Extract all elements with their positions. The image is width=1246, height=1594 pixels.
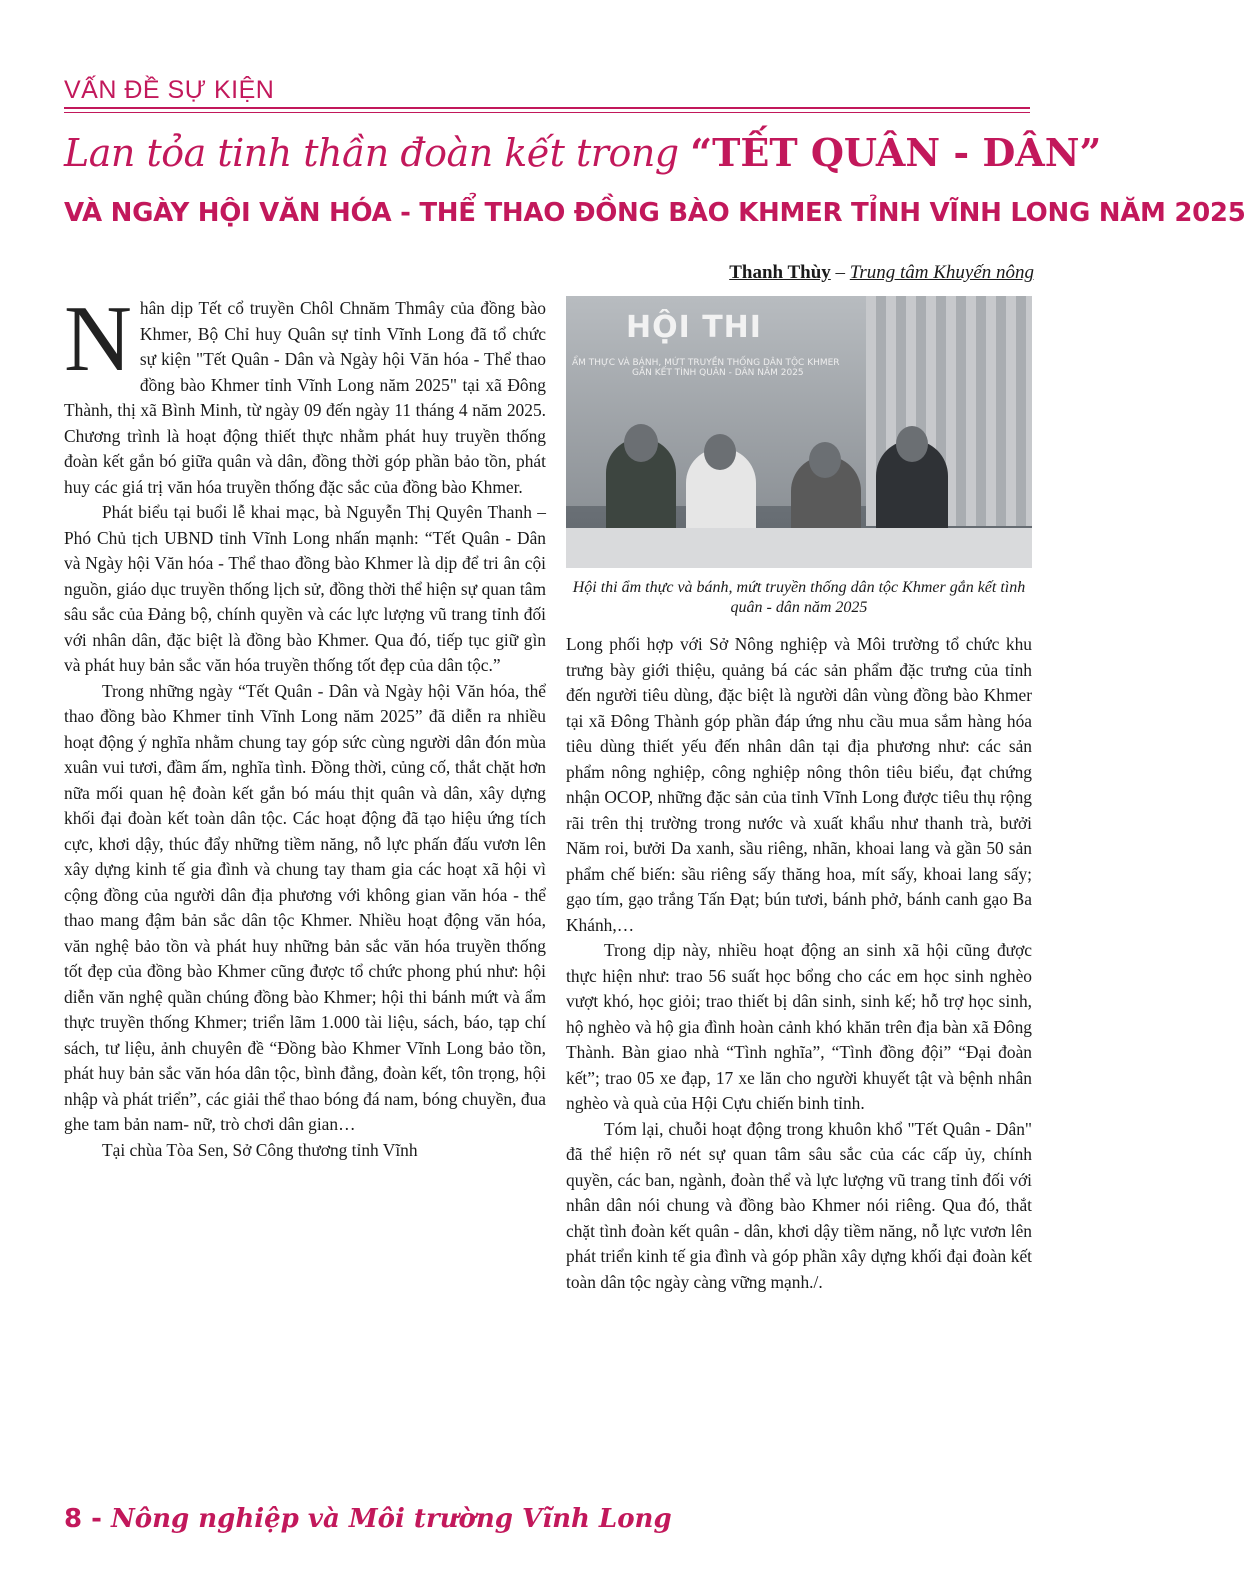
article-title-line2: VÀ NGÀY HỘI VĂN HÓA - THỂ THAO ĐỒNG BÀO KHMER TỈNH VĨNH LONG NĂM 2025	[64, 198, 1246, 228]
author-name: Thanh Thùy	[729, 262, 831, 283]
paragraph: Trong những ngày “Tết Quân - Dân và Ngày hội Văn hóa, thể thao đồng bào Khmer tỉnh Vĩnh Long năm 2025” đã diễn ra nhiều hoạt động ý nghĩa nhằm chung tay góp sức cùng người dân đón mùa xuân vui tươi, đầm ấm, nghĩa tình. Đồng thời, củng cố, thắt chặt hơn nữa mối quan hệ đoàn kết gắn bó máu thịt quân và dân, xây dựng khối đại đoàn kết toàn dân tộc. Các hoạt động đã tạo hiệu ứng tích cực, khơi dậy, thúc đẩy những tiềm năng, nỗ lực phấn đấu vươn lên xây dựng kinh tế gia đình và chung tay tham gia các hoạt xã hội vì cộng đồng của người dân địa phương với không gian văn hóa - thể thao mang đậm bản sắc dân tộc Khmer. Nhiều hoạt động văn hóa, văn nghệ bảo tồn và phát huy những bản sắc văn hóa truyền thống tốt đẹp của đồng bào Khmer cũng được tổ chức phong phú như: hội diễn văn nghệ quần chúng đồng bào Khmer; hội thi bánh mứt và ẩm thực truyền thống Khmer; triển lãm 1.000 tài liệu, sách, báo, tạp chí sách, tư liệu, ảnh chuyên đề “Đồng bào Khmer Vĩnh Long bảo tồn, phát huy bản sắc văn hóa dân tộc, bình đẳng, đoàn kết, tôn trọng, hội nhập và phát triển”, các giải thể thao bóng đá nam, bóng chuyền, đua ghe tam bản nam- nữ, trò chơi dân gian…	[64, 680, 546, 1134]
photo-banner-title: HỘI THI	[626, 310, 762, 345]
photo-table	[566, 528, 1032, 568]
magazine-name: Nông nghiệp và Môi trường Vĩnh Long	[111, 1504, 672, 1534]
drop-cap: N	[64, 287, 132, 391]
header-divider	[64, 107, 1030, 109]
article-column-left	[64, 287, 546, 1456]
photo-person-head	[624, 424, 658, 462]
photo-banner-subtitle	[572, 358, 872, 378]
paragraph: Phát biểu tại buổi lễ khai mạc, bà Nguyễn Thị Quyên Thanh – Phó Chủ tịch UBND tỉnh Vĩnh Long nhấn mạnh: “Tết Quân - Dân và Ngày hội Văn hóa - Thể thao đồng bào Khmer là dịp để tri ân cội nguồn, giáo dục truyền thống lịch sử, đồng thời thể hiện sự quan tâm sâu sắc của Đảng bộ, chính quyền và các lực lượng vũ trang tỉnh đối với nhân dân, đặc biệt là đồng bào Khmer. Qua đó, tiếp tục giữ gìn và phát huy bản sắc văn hóa truyền thống tốt đẹp của dân tộc.”	[64, 502, 546, 675]
title-highlight: “TẾT QUÂN - DÂN”	[690, 130, 1102, 175]
paragraph: Trong dịp này, nhiều hoạt động an sinh xã hội cũng được thực hiện như: trao 56 suất học bổng cho các em học sinh nghèo vượt khó, học giỏi; trao thiết bị dân sinh, sinh kế; hỗ trợ học sinh, hộ nghèo và hộ gia đình hoàn cảnh khó khăn trên địa bàn xã Đông Thành. Bàn giao nhà “Tình nghĩa”, “Tình đồng đội” “Đại đoàn kết”; trao 05 xe đạp, 17 xe lăn cho người khuyết tật và bệnh nhân nghèo và quà của Hội Cựu chiến binh tỉnh.	[566, 940, 1032, 1113]
photo-banner-line2: GẮN KẾT TÌNH QUÂN - DÂN NĂM 2025	[632, 368, 804, 378]
paragraph: Tóm lại, chuỗi hoạt động trong khuôn khổ "Tết Quân - Dân" đã thể hiện rõ nét sự quan tâm sâu sắc của các cấp ủy, chính quyền, các ban, ngành, đoàn thể và lực lượng vũ trang tỉnh đối với nhân dân nói chung và đồng bào Khmer nói riêng. Qua đó, thắt chặt tình đoàn kết quân - dân, khơi dậy tiềm năng, nỗ lực vươn lên phát triển kinh tế gia đình và góp phần xây dựng khối đại đoàn kết toàn dân tộc ngày càng vững mạnh./.	[566, 1118, 1032, 1292]
footer-dash: -	[82, 1504, 111, 1534]
paragraph: Long phối hợp với Sở Nông nghiệp và Môi trường tổ chức khu trưng bày giới thiệu, quảng bá các sản phẩm đặc trưng của tỉnh đến người tiêu dùng, đặc biệt là người dân vùng đồng bào Khmer tại xã Đông Thành góp phần đáp ứng nhu cầu mua sắm hàng hóa tiêu dùng thiết yếu đến nhân dân tại địa phương như: các sản phẩm nông nghiệp, công nghiệp nông thôn tiêu biểu, đạt chứng nhận OCOP, những đặc sản của tỉnh Vĩnh Long được tiêu thụ rộng rãi trên thị trường trong nước và xuất khẩu như thanh trà, bưởi Năm roi, bưởi Da xanh, sầu riêng, nhãn, khoai lang và gần 50 sản phẩm chế biến: sầu riêng sấy thăng hoa, mít sấy, khoai lang sấy; gạo tím, gạo trắng Tấn Đạt; bún tươi, bánh phở, bánh canh gạo Ba Khánh,…	[566, 634, 1032, 935]
article-title-line1	[64, 124, 1102, 183]
article-column-right	[566, 632, 1032, 1452]
byline	[729, 262, 1034, 284]
page-footer	[64, 1504, 672, 1534]
paragraph-intro	[64, 287, 546, 500]
page-number: 8	[64, 1504, 83, 1534]
header-divider-thin	[64, 112, 1030, 113]
photo-banner-line1: ẨM THỰC VÀ BÁNH, MỨT TRUYỀN THỐNG DÂN TỘC KHMER	[572, 358, 840, 368]
author-organization: Trung tâm Khuyến nông	[849, 262, 1034, 283]
paragraph-text: hân dịp Tết cổ truyền Chôl Chnăm Thmây của đồng bào Khmer, Bộ Chỉ huy Quân sự tỉnh Vĩnh Long đã tổ chức sự kiện "Tết Quân - Dân và Ngày hội Văn hóa - Thể thao đồng bào Khmer tỉnh Vĩnh Long năm 2025" tại xã Đông Thành, thị xã Bình Minh, từ ngày 09 đến ngày 11 tháng 4 năm 2025. Chương trình là hoạt động thiết thực nhằm phát huy truyền thống đoàn kết gắn bó giữa quân và dân, đồng thời góp phần bảo tồn, phát huy các giá trị văn hóa truyền thống đặc sắc của đồng bào Khmer.	[64, 298, 546, 497]
photo-person-head	[809, 442, 841, 478]
paragraph: Tại chùa Tòa Sen, Sở Công thương tỉnh Vĩnh	[102, 1139, 418, 1160]
event-photo	[566, 296, 1032, 568]
photo-person-head	[896, 426, 928, 462]
section-label: VẤN ĐỀ SỰ KIỆN	[64, 76, 275, 104]
photo-person-head	[704, 434, 736, 470]
byline-separator: –	[830, 262, 850, 283]
title-script: Lan tỏa tinh thần đoàn kết trong	[64, 131, 691, 175]
photo-caption: Hội thi ẩm thực và bánh, mứt truyền thống dân tộc Khmer gắn kết tình quân - dân năm 2025	[572, 579, 1026, 616]
